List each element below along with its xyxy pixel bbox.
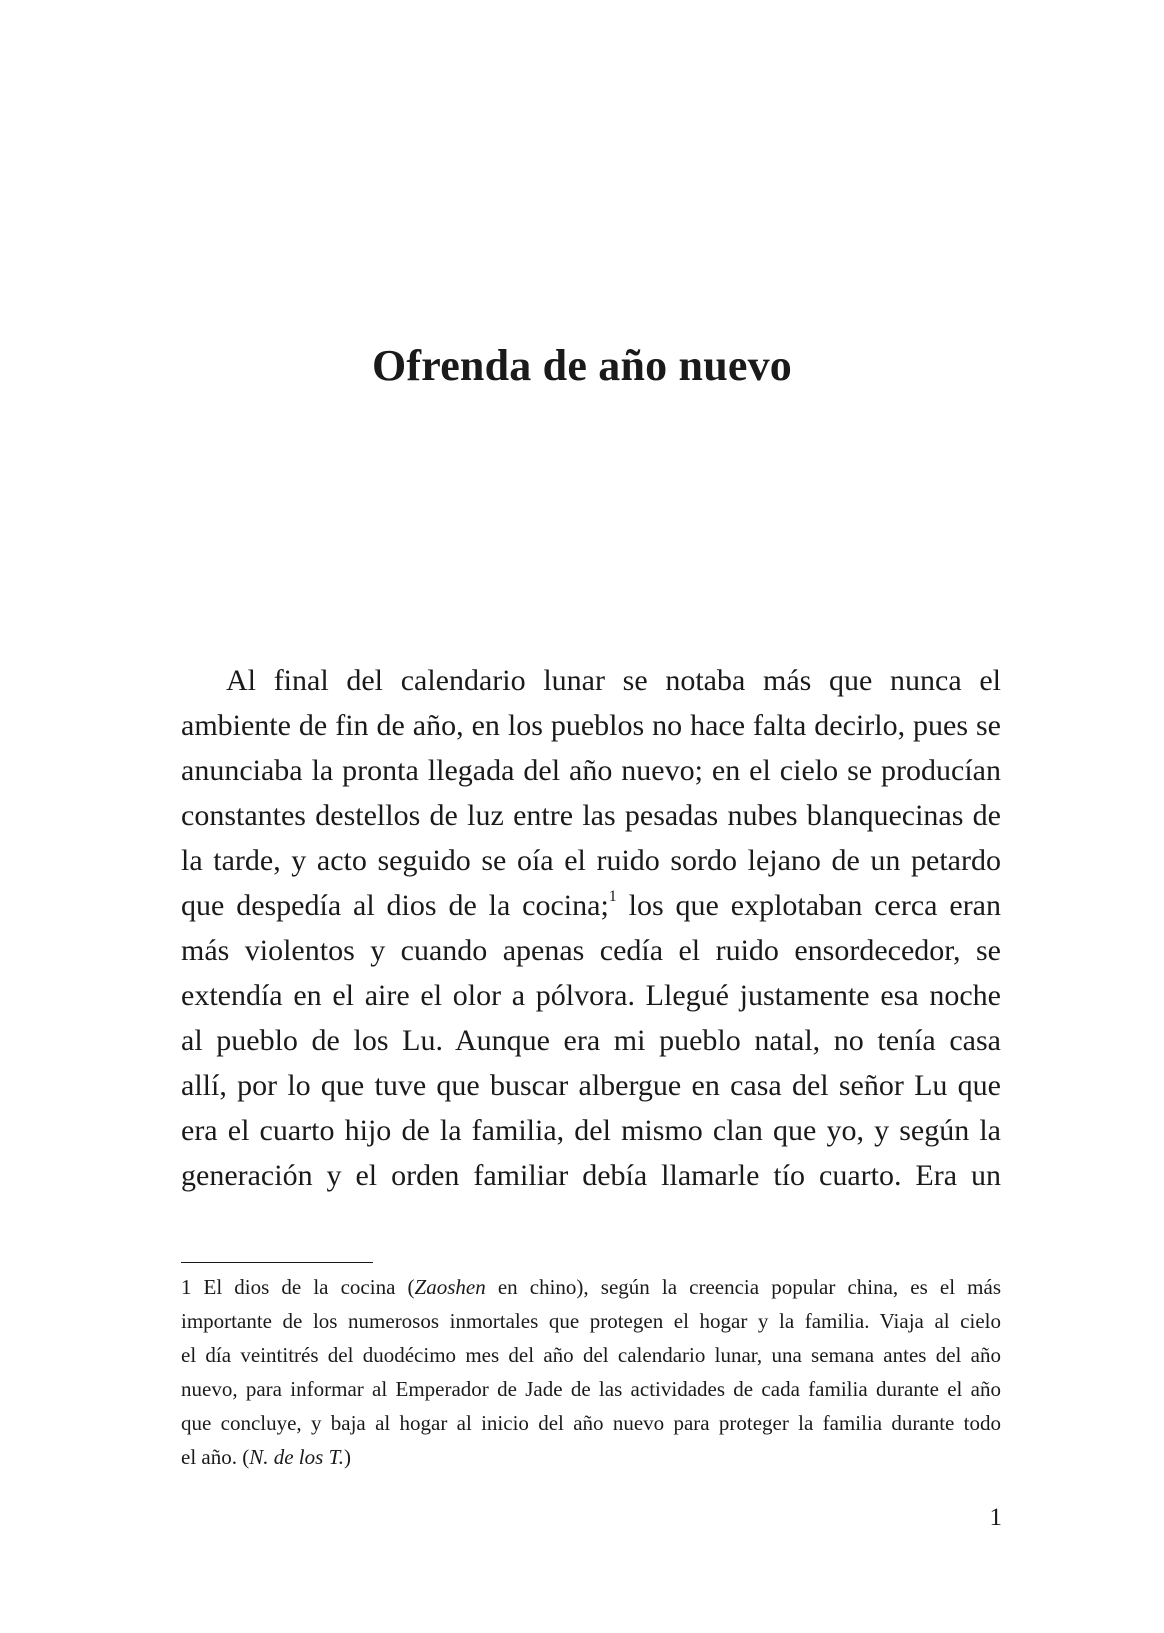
body-line: generación y el orden familiar debía llamarle tío cuarto. Era un — [181, 1159, 1001, 1192]
body-paragraph — [181, 658, 1001, 1198]
chapter-title: Ofrenda de año nuevo — [371, 341, 793, 390]
body-line: al pueblo de los Lu. Aunque era mi pueblo natal, no tenía casa — [181, 1024, 1001, 1057]
body-line: allí, por lo que tuve que buscar albergue en casa del señor Lu que — [181, 1069, 1001, 1102]
footnote-reference[interactable]: 1 — [608, 888, 617, 905]
body-line-with-footnote-ref — [181, 883, 1001, 928]
footnote-line: que concluye, y baja al hogar al inicio del año nuevo para proteger la familia durante todo — [181, 1411, 1001, 1435]
footnote-line: nuevo, para informar al Emperador de Jade de las actividades de cada familia durante el año — [181, 1377, 1001, 1401]
body-line: extendía en el aire el olor a pólvora. Llegué justamente esa noche — [181, 979, 1001, 1012]
body-line: era el cuarto hijo de la familia, del mismo clan que yo, y según la — [181, 1114, 1001, 1147]
footnote-line: importante de los numerosos inmortales que protegen el hogar y la familia. Viaja al cielo — [181, 1309, 1001, 1333]
body-line: constantes destellos de luz entre las pesadas nubes blanquecinas de — [181, 799, 1001, 832]
footnote-translator-note: N. de los T. — [249, 1445, 344, 1469]
footnote-line — [181, 1440, 1001, 1474]
body-line-segment: los que explotaban cerca eran — [628, 889, 1001, 922]
footnote — [181, 1270, 1001, 1474]
footnote-separator — [181, 1262, 373, 1263]
footnote-line: el día veintitrés del duodécimo mes del año del calendario lunar, una semana antes del año — [181, 1343, 1001, 1367]
body-line: Al final del calendario lunar se notaba más que nunca el — [226, 664, 1001, 697]
body-line: anunciaba la pronta llegada del año nuevo; en el cielo se producían — [181, 754, 1001, 787]
footnote-italic-term: Zaoshen — [414, 1275, 486, 1299]
body-line-segment: que despedía al dios de la cocina; — [181, 889, 609, 922]
footnote-text: en chino), según la creencia popular china, es el más — [485, 1275, 1001, 1299]
footnote-line — [181, 1270, 1001, 1304]
footnote-text: ) — [343, 1445, 351, 1469]
footnote-text: el año. ( — [181, 1445, 250, 1469]
body-line: la tarde, y acto seguido se oía el ruido sordo lejano de un petardo — [181, 844, 1001, 877]
footnote-number: 1 — [181, 1275, 192, 1299]
body-line: más violentos y cuando apenas cedía el ruido ensordecedor, se — [181, 934, 1001, 967]
footnote-text: El dios de la cocina ( — [203, 1275, 415, 1299]
page-number: 1 — [989, 1504, 1002, 1531]
body-line: ambiente de fin de año, en los pueblos no hace falta decirlo, pues se — [181, 709, 1001, 742]
